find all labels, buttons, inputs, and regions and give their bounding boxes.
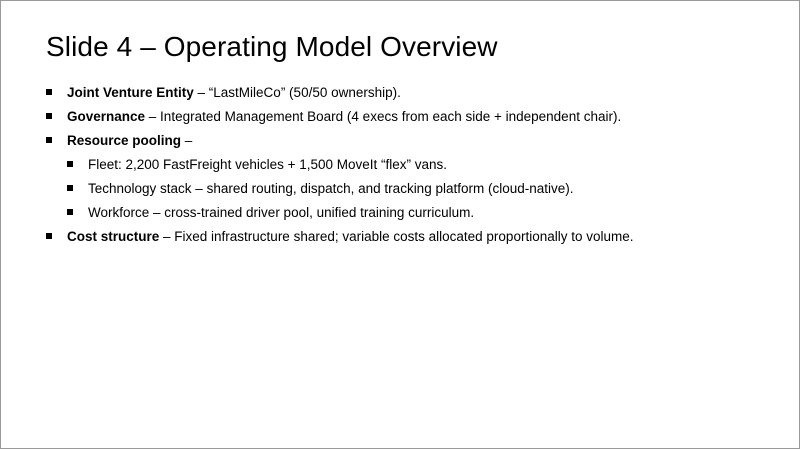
- bullet-text: – “LastMileCo” (50/50 ownership).: [193, 85, 401, 100]
- bullet-heading: Cost structure: [67, 229, 160, 244]
- sub-bullet-workforce: [67, 201, 786, 225]
- bullet-text: –: [181, 133, 193, 148]
- square-bullet-icon: [46, 89, 52, 95]
- square-bullet-icon: [46, 137, 52, 143]
- bullet-cost-structure: [46, 225, 786, 249]
- square-bullet-icon: [46, 233, 52, 239]
- square-bullet-icon: [67, 209, 73, 215]
- square-bullet-icon: [67, 161, 73, 167]
- sub-bullet-technology-stack: [67, 177, 786, 201]
- bullet-heading: Joint Venture Entity: [67, 85, 194, 100]
- bullet-joint-venture: [46, 81, 786, 105]
- slide-title: Slide 4 – Operating Model Overview: [46, 31, 498, 62]
- square-bullet-icon: [46, 113, 52, 119]
- bullet-governance: [46, 105, 786, 129]
- bullet-resource-pooling: [46, 129, 786, 153]
- sub-bullet-fleet: [67, 153, 786, 177]
- bullet-heading: Governance: [67, 109, 146, 124]
- bullet-text: – Fixed infrastructure shared; variable costs allocated proportionally to volume.: [159, 229, 634, 244]
- bullet-text: – Integrated Management Board (4 execs from each side + independent chair).: [145, 109, 622, 124]
- bullet-text: Technology stack – shared routing, dispatch, and tracking platform (cloud-native).: [88, 181, 574, 196]
- bullet-heading: Resource pooling: [67, 133, 182, 148]
- bullet-text: Workforce – cross-trained driver pool, unified training curriculum.: [88, 205, 475, 220]
- bullet-text: Fleet: 2,200 FastFreight vehicles + 1,500 MoveIt “flex” vans.: [88, 157, 448, 172]
- bullet-list: [46, 81, 786, 249]
- square-bullet-icon: [67, 185, 73, 191]
